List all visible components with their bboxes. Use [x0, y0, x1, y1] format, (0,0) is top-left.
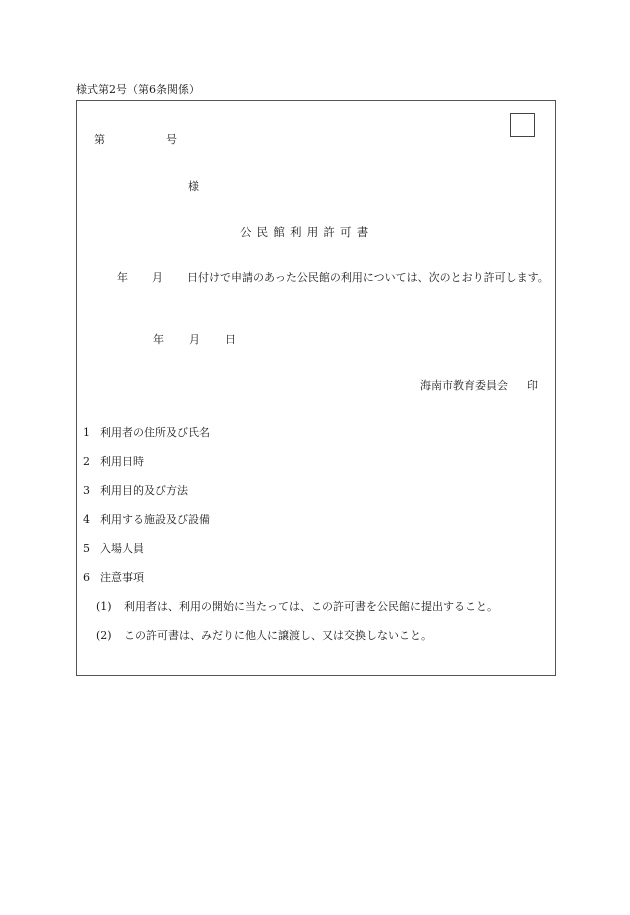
item-2-label: 利用日時 [100, 455, 144, 468]
note-1-text: 利用者は、利用の開始に当たっては、この許可書を公民館に提出すること。 [124, 600, 498, 613]
item-3-number: 3 [83, 484, 90, 497]
date-day: 日 [225, 333, 236, 346]
note-2-text: この許可書は、みだりに他人に譲渡し、又は交換しないこと。 [124, 629, 432, 642]
form-number-label: 様式第2号（第6条関係） [76, 83, 200, 96]
item-5-label: 入場人員 [100, 542, 144, 555]
item-4-label: 利用する施設及び設備 [100, 513, 210, 526]
seal-mark: 印 [527, 379, 538, 392]
body-year: 年 [117, 271, 128, 284]
permission-statement [83, 270, 551, 286]
item-1-label: 利用者の住所及び氏名 [100, 426, 210, 439]
addressee-suffix: 様 [188, 180, 199, 193]
note-1-number: (1) [96, 600, 112, 613]
date-year: 年 [153, 333, 164, 346]
item-3-label: 利用目的及び方法 [100, 484, 188, 497]
item-2-number: 2 [83, 455, 90, 468]
item-6-label: 注意事項 [100, 571, 144, 584]
stamp-box [510, 113, 535, 137]
note-2-number: (2) [96, 629, 112, 642]
document-title: 公民館利用許可書 [240, 225, 374, 239]
item-4-number: 4 [83, 513, 90, 526]
number-suffix: 号 [166, 133, 177, 146]
item-6-number: 6 [83, 571, 90, 584]
body-rest: 日付けで申請のあった公民館の利用については、次のとおり許可します。 [187, 271, 549, 284]
body-month: 月 [152, 271, 163, 284]
item-5-number: 5 [83, 542, 90, 555]
date-month: 月 [189, 333, 200, 346]
item-1-number: 1 [83, 426, 90, 439]
issuer-name: 海南市教育委員会 [420, 379, 508, 392]
number-prefix: 第 [94, 133, 105, 146]
